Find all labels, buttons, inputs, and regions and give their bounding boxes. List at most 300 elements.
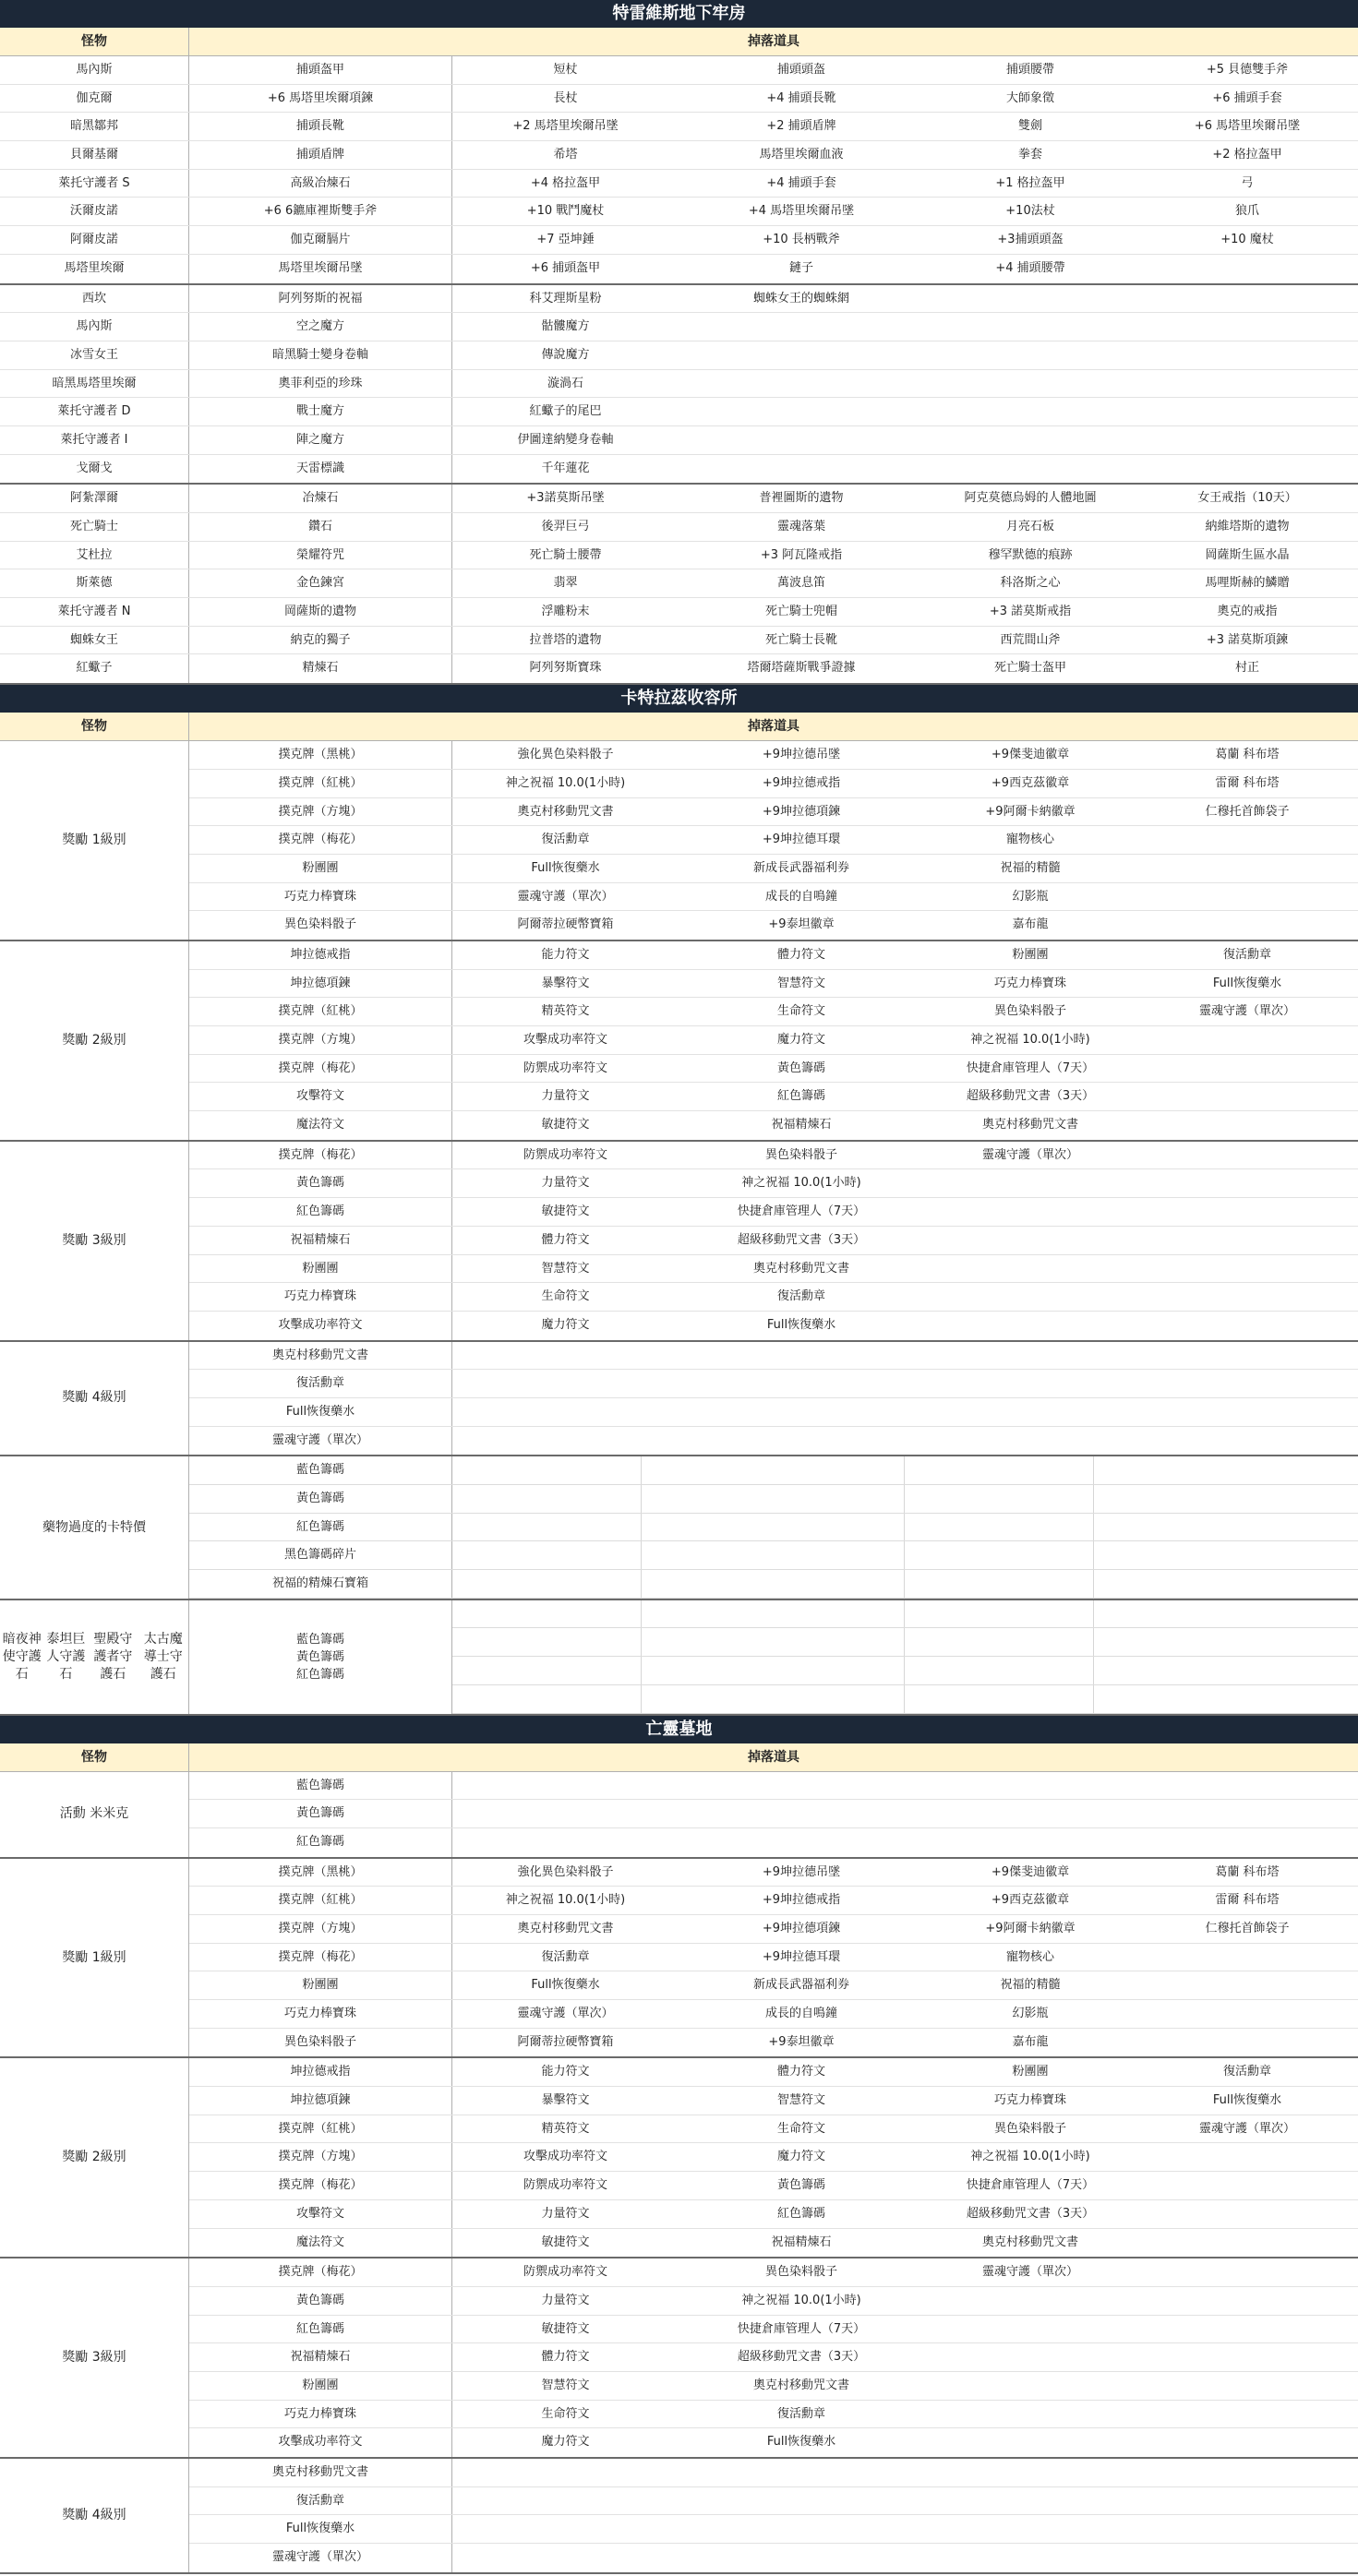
drop-item: 穆罕默德的痕跡 (988, 547, 1073, 562)
drop-item: 神之祝福 10.0(1小時) (970, 1033, 1090, 1047)
monster-name: 紅蠍子 (0, 654, 189, 683)
drop-item: 狼爪 (1234, 204, 1259, 219)
drop-item (924, 1398, 1136, 1426)
item-name: 撲克牌（方塊） (189, 1915, 452, 1943)
drop-item: 異色染料骰子 (993, 2121, 1066, 2136)
monster-name (0, 1600, 189, 1714)
drop-item (1136, 370, 1358, 398)
drop-item (905, 1456, 1094, 1484)
monster-name: 萊托守護者 N (0, 598, 189, 626)
drop-item: 阿爾蒂拉硬幣寶箱 (517, 2034, 614, 2049)
drop-item (1136, 2343, 1358, 2371)
drop-item: +9坤拉德戒指 (762, 775, 841, 790)
table-row (189, 770, 1358, 798)
drop-item (924, 313, 1136, 341)
drop-item: 靈魂守護（單次） (981, 1147, 1078, 1162)
drop-item: 魔力符文 (776, 1033, 825, 1047)
table-row (0, 198, 1358, 226)
item-name: 巧克力棒寶珠 (189, 883, 452, 911)
monster-name: 馬塔里埃爾 (0, 255, 189, 283)
monster-name: 萊托守護者 D (0, 398, 189, 425)
item-name-line: 黃色籌碼 (295, 1649, 344, 1664)
drop-item (924, 1283, 1136, 1311)
table-header (0, 713, 1358, 741)
item-name: 伽克爾膈片 (189, 226, 452, 254)
monster-name-line: 獎勵 4級別 (62, 2507, 126, 2522)
drop-item: 復活勳章 (1222, 2065, 1271, 2079)
drop-item (1136, 2428, 1358, 2457)
item-name: 撲克牌（梅花） (189, 1055, 452, 1083)
drop-item: +4 馬塔里埃爾吊墜 (748, 204, 855, 219)
drop-item: 超級移動咒文書（3天） (966, 1089, 1095, 1104)
item-name: 紅色籌碼 (189, 2316, 452, 2343)
drop-item: +9坤拉德吊墜 (762, 1864, 841, 1879)
drop-item: 阿克莫德烏姆的人體地圖 (964, 491, 1097, 506)
drop-item: 仁穆托首飾袋子 (1205, 804, 1290, 819)
drop-item: 新成長武器福利券 (752, 1978, 849, 1993)
drop-item (1136, 883, 1358, 911)
drop-item (1136, 1142, 1358, 1169)
monster-name-line: 獎勵 1級別 (62, 833, 126, 848)
drop-item (1136, 455, 1358, 484)
drop-item (905, 1600, 1094, 1628)
group-rows (189, 1772, 1358, 1857)
monster-name: 貝爾基爾 (0, 141, 189, 169)
drop-item: 雙劍 (1017, 119, 1042, 134)
table-row (189, 1772, 1358, 1801)
drop-item: 快捷倉庫管理人（7天） (737, 2321, 866, 2336)
drop-item: 傳說魔方 (541, 347, 590, 362)
drop-item: 幻影瓶 (1012, 2007, 1049, 2021)
drop-item: Full恢復藥水 (766, 2435, 836, 2450)
table-row (189, 1887, 1358, 1915)
drop-item: 生命符文 (541, 2406, 590, 2421)
drop-item: 塔爾塔薩斯戰爭證據 (747, 661, 856, 676)
drop-item (1136, 1312, 1358, 1340)
table-row (189, 2428, 1358, 2457)
item-name: 馬塔里埃爾吊墜 (189, 255, 452, 283)
monster-name: 死亡騎士 (0, 513, 189, 541)
monster-name-line: 太古魔導士守護石 (143, 1631, 183, 1682)
table-row (189, 2029, 1358, 2057)
monster-name: 斯萊德 (0, 569, 189, 597)
drop-item: 黃色籌碼 (776, 2178, 825, 2193)
drop-item: 死亡騎士兜帽 (764, 605, 837, 619)
drop-item: 敏捷符文 (541, 1204, 590, 1219)
drop-item (452, 2459, 679, 2486)
table-row (0, 141, 1358, 170)
drop-item (1136, 2200, 1358, 2228)
drop-item: +2 捕頭盾牌 (766, 119, 836, 134)
group-rows (0, 285, 1358, 484)
group-rows (189, 2258, 1358, 2457)
monster-name (0, 741, 189, 940)
monster-name: 馬內斯 (0, 56, 189, 84)
drop-item (924, 2544, 1136, 2572)
item-name: 攻擊成功率符文 (189, 1312, 452, 1340)
monster-group (0, 1600, 1358, 1716)
table-row (189, 2544, 1358, 2572)
drop-item (679, 398, 924, 425)
item-name: 巧克力棒寶珠 (189, 1283, 452, 1311)
drop-item (1094, 1570, 1358, 1598)
monster-name (0, 2459, 189, 2572)
drop-item: 智慧符文 (776, 2093, 825, 2108)
drop-item: 復活勳章 (776, 1289, 825, 1304)
item-name: 奧克村移動咒文書 (189, 2459, 452, 2486)
drop-item: +9阿爾卡納徽章 (985, 1921, 1076, 1935)
drop-item: 蜘蛛女王的蜘蛛網 (752, 291, 849, 306)
item-name (189, 1600, 452, 1714)
drop-item: +3捕頭頭盔 (997, 233, 1064, 247)
drop-item (905, 1657, 1094, 1684)
drop-item (452, 2544, 679, 2572)
drop-item (1094, 1600, 1358, 1628)
drop-item: 拉普塔的遺物 (529, 632, 602, 647)
item-name: 撲克牌（梅花） (189, 826, 452, 854)
drop-item (1136, 341, 1358, 369)
drop-item (1136, 2258, 1358, 2286)
monster-name: 艾杜拉 (0, 542, 189, 569)
item-name: 坤拉德項鍊 (189, 2087, 452, 2115)
item-name: 坤拉德戒指 (189, 941, 452, 969)
drop-item: 紅色籌碼 (776, 1089, 825, 1104)
drop-item: 短杖 (553, 63, 578, 77)
drop-item: 生命符文 (776, 2121, 825, 2136)
table-row (189, 2143, 1358, 2172)
drop-item: +9傑斐迪徽章 (991, 1864, 1070, 1879)
drop-item: 幻影瓶 (1012, 889, 1049, 904)
drop-item (924, 1800, 1136, 1827)
drop-item (452, 1541, 642, 1569)
drop-item: 生命符文 (776, 1004, 825, 1019)
table-row (189, 1026, 1358, 1055)
table-row (189, 1971, 1358, 2000)
table-row (189, 1370, 1358, 1398)
drop-item (679, 2459, 924, 2486)
monster-name (0, 1859, 189, 2057)
table-row (0, 426, 1358, 455)
drop-item (905, 1570, 1094, 1598)
item-name: 撲克牌（黑桃） (189, 1859, 452, 1887)
table-row (0, 627, 1358, 655)
drop-item: 體力符文 (541, 2350, 590, 2365)
drop-item: 雷爾 科布塔 (1215, 1893, 1280, 1908)
drop-item: 千年蓮花 (541, 461, 590, 475)
monster-name (0, 1142, 189, 1340)
drops-column-header: 掉落道具 (748, 719, 799, 735)
drop-item: 大師象徵 (1005, 90, 1054, 105)
drop-item: +2 馬塔里埃爾吊墜 (512, 119, 619, 134)
table-row (0, 513, 1358, 542)
drop-item (1136, 1055, 1358, 1083)
drop-item: 神之祝福 10.0(1小時) (741, 2293, 861, 2307)
table-row (189, 1800, 1358, 1828)
drop-item: 敏捷符文 (541, 2235, 590, 2249)
drop-item (924, 285, 1136, 313)
group-rows (189, 2058, 1358, 2257)
item-name: 粉團團 (189, 1255, 452, 1283)
drop-item: 捕頭腰帶 (1005, 63, 1054, 77)
monster-group (0, 1859, 1358, 2059)
drop-item (452, 2515, 679, 2543)
drop-item: 魔力符文 (541, 1317, 590, 1332)
drop-item: 靈魂守護（單次） (1198, 1004, 1295, 1019)
table-row (452, 1628, 1358, 1657)
monster-name (0, 1342, 189, 1456)
drop-item: +10法杖 (1005, 204, 1055, 219)
item-name: 陣之魔方 (189, 426, 452, 454)
drop-item: 敏捷符文 (541, 1118, 590, 1132)
drop-item (1136, 2544, 1358, 2572)
drop-item (452, 1772, 679, 1800)
drop-item (452, 1600, 642, 1628)
group-rows (189, 941, 1358, 1140)
drop-item (679, 1828, 924, 1857)
monster-name (0, 1772, 189, 1857)
drop-item: 力量符文 (541, 1089, 590, 1104)
drop-item: 魔力符文 (541, 2435, 590, 2450)
drop-item: 漩渦石 (547, 376, 583, 390)
drop-item (924, 426, 1136, 454)
drop-item (1136, 2229, 1358, 2258)
item-name: 撲克牌（紅桃） (189, 1887, 452, 1914)
item-name: 黑色籌碼碎片 (189, 1541, 452, 1569)
drop-item: 巧克力棒寶珠 (993, 2093, 1066, 2108)
drop-item (452, 1370, 679, 1397)
monster-name-line: 泰坦巨人守護石 (46, 1631, 86, 1682)
drop-item: 鏈子 (788, 260, 813, 275)
drop-item: 寵物核心 (1005, 1949, 1054, 1964)
drop-item: +9坤拉德項鍊 (762, 804, 841, 819)
drop-item: 死亡騎士長靴 (764, 632, 837, 647)
drop-item: Full恢復藥水 (531, 1978, 600, 1993)
item-name: 異色染料骰子 (189, 911, 452, 940)
item-name: 藍色籌碼 (189, 1456, 452, 1484)
drop-item (1136, 1800, 1358, 1827)
monster-column-header: 怪物 (0, 713, 189, 740)
drop-item (905, 1485, 1094, 1513)
item-name: 藍色籌碼 (189, 1772, 452, 1800)
drop-item (1136, 1342, 1358, 1370)
drop-item: 力量符文 (541, 1176, 590, 1191)
drop-item: +10 長柄戰斧 (763, 233, 840, 247)
drop-item: 粉團團 (1012, 947, 1049, 962)
drop-item (1136, 1026, 1358, 1054)
item-name: 撲克牌（方塊） (189, 1026, 452, 1054)
drop-item: 奧克的戒指 (1217, 605, 1278, 619)
drop-item: 超級移動咒文書（3天） (737, 1232, 866, 1247)
drop-item: +9坤拉德戒指 (762, 1893, 841, 1908)
drop-item: 復活勳章 (541, 833, 590, 847)
item-name: 撲克牌（紅桃） (189, 2115, 452, 2143)
drop-item: 智慧符文 (541, 2378, 590, 2392)
drop-item (924, 341, 1136, 369)
drop-item (924, 1312, 1136, 1340)
item-name: 撲克牌（黑桃） (189, 741, 452, 769)
drop-item: 神之祝福 10.0(1小時) (505, 1893, 626, 1908)
drop-item (1094, 1514, 1358, 1541)
drop-item: 神之祝福 10.0(1小時) (741, 1176, 861, 1191)
drop-item (1136, 1111, 1358, 1140)
table-row (189, 741, 1358, 770)
drop-item (1136, 2459, 1358, 2486)
monster-name: 馬內斯 (0, 313, 189, 341)
drop-item: +3 阿瓦隆戒指 (760, 547, 843, 562)
drop-item: +9阿爾卡納徽章 (985, 804, 1076, 819)
item-name: 復活勳章 (189, 2487, 452, 2515)
drop-item: Full恢復藥水 (766, 1317, 836, 1332)
drop-item (642, 1570, 905, 1598)
drop-item (452, 1456, 642, 1484)
table-row (0, 341, 1358, 370)
monster-name (0, 941, 189, 1140)
monster-group (0, 1342, 1358, 1457)
drop-item: +10 戰鬥魔杖 (526, 204, 605, 219)
drop-item: 寵物核心 (1005, 833, 1054, 847)
item-name: +6 6鑣庫裡斯雙手斧 (189, 198, 452, 225)
drop-item: 快捷倉庫管理人（7天） (966, 1060, 1095, 1075)
item-name: 撲克牌（梅花） (189, 1944, 452, 1971)
drop-item: 異色染料骰子 (764, 1147, 837, 1162)
drop-item: 捕頭頭盔 (776, 63, 825, 77)
drop-item (1136, 1370, 1358, 1397)
drop-item: +3 諾莫斯項鍊 (1206, 632, 1289, 647)
item-name: 戰士魔方 (189, 398, 452, 425)
drop-item: +9泰坦徽章 (768, 917, 835, 932)
monster-name-line: 獎勵 2級別 (62, 1032, 126, 1048)
drop-item (679, 370, 924, 398)
drop-item: 力量符文 (541, 2293, 590, 2307)
table-row (189, 2287, 1358, 2316)
item-name: 坤拉德項鍊 (189, 970, 452, 998)
drop-item (1136, 1398, 1358, 1426)
table-row (189, 2343, 1358, 2372)
drop-item (924, 1198, 1136, 1226)
drop-item (924, 2428, 1136, 2457)
item-name: 撲克牌（方塊） (189, 2143, 452, 2171)
drop-item (679, 1398, 924, 1426)
drop-item: 萬波息笛 (776, 576, 825, 591)
drop-item: +9傑斐迪徽章 (991, 748, 1070, 762)
drop-item (679, 1342, 924, 1370)
table-row (189, 2058, 1358, 2087)
monster-group (0, 285, 1358, 485)
drop-item: +6 馬塔里埃爾吊墜 (1194, 119, 1301, 134)
item-name: 撲克牌（梅花） (189, 1142, 452, 1169)
monster-name-line: 暗夜神使守護石 (2, 1631, 42, 1682)
drop-item: 魔力符文 (776, 2150, 825, 2164)
drop-item (924, 455, 1136, 484)
drop-item: +9泰坦徽章 (768, 2034, 835, 2049)
monster-group (0, 2459, 1358, 2574)
drop-item: 長杖 (553, 90, 578, 105)
drop-item: 防禦成功率符文 (523, 1060, 607, 1075)
drop-item (452, 1800, 679, 1827)
drop-item: +3諾莫斯吊墜 (526, 491, 605, 506)
drop-item: +7 亞坤錘 (536, 233, 595, 247)
drop-item: 死亡騎士腰帶 (529, 547, 602, 562)
drop-item: +9坤拉德耳環 (762, 1949, 841, 1964)
table-row (189, 1255, 1358, 1284)
drop-item (924, 2287, 1136, 2315)
monster-name-line: 活動 米米克 (59, 1806, 129, 1822)
drop-item (679, 313, 924, 341)
table-row (0, 255, 1358, 283)
table-row (189, 826, 1358, 855)
drop-item: +4 捕頭手套 (766, 175, 836, 190)
drop-item: Full恢復藥水 (1212, 2093, 1282, 2108)
table-row (0, 455, 1358, 484)
item-name: 天雷標識 (189, 455, 452, 484)
drop-item: 奧克村移動咒文書 (517, 804, 614, 819)
table-row (189, 2258, 1358, 2287)
drop-item (642, 1685, 905, 1713)
table-row (189, 1342, 1358, 1371)
monster-group (0, 1456, 1358, 1600)
table-row (189, 2229, 1358, 2258)
item-name: 納克的獨子 (189, 627, 452, 654)
drop-item: 嘉布龍 (1012, 2034, 1049, 2049)
table-row (189, 798, 1358, 827)
drop-item (1136, 2287, 1358, 2315)
drop-item: 神之祝福 10.0(1小時) (505, 775, 626, 790)
table-row (189, 2172, 1358, 2200)
drop-item (924, 1342, 1136, 1370)
table-row (189, 1398, 1358, 1427)
drop-item (679, 2515, 924, 2543)
item-name: 粉團團 (189, 1971, 452, 1999)
table-row (189, 883, 1358, 912)
drop-item (924, 2459, 1136, 2486)
item-name: +6 馬塔里埃爾項鍊 (189, 85, 452, 113)
drop-item: 祝福精煉石 (771, 2235, 832, 2249)
drop-item: 能力符文 (541, 947, 590, 962)
item-name: 榮耀符咒 (189, 542, 452, 569)
drop-item (1094, 1485, 1358, 1513)
group-rows (189, 1859, 1358, 2057)
drop-item (1094, 1628, 1358, 1656)
drop-item: 復活勳章 (1222, 947, 1271, 962)
drop-item (1136, 398, 1358, 425)
monster-name (0, 2058, 189, 2257)
group-rows (0, 485, 1358, 683)
monster-group (0, 485, 1358, 685)
drop-item: 伊圖達納變身卷軸 (517, 432, 614, 447)
item-name: 紅色籌碼 (189, 1514, 452, 1541)
drop-item: 智慧符文 (776, 976, 825, 990)
table-row (452, 1657, 1358, 1685)
item-name: 撲克牌（梅花） (189, 2258, 452, 2286)
drop-item: +9坤拉德吊墜 (762, 748, 841, 762)
table-row (189, 2115, 1358, 2144)
drop-item (679, 2544, 924, 2572)
drop-item (679, 455, 924, 484)
monster-name: 阿爾皮諾 (0, 226, 189, 254)
drop-item: 奧克村移動咒文書 (981, 1118, 1078, 1132)
drop-item (679, 341, 924, 369)
monster-name (0, 2258, 189, 2457)
drop-item: 奧克村移動咒文書 (517, 1921, 614, 1935)
drop-item (1136, 426, 1358, 454)
drop-item: Full恢復藥水 (531, 860, 600, 875)
group-rows (189, 1142, 1358, 1340)
drop-item: 馬塔里埃爾血液 (759, 148, 844, 162)
table-row (0, 485, 1358, 513)
drop-item (1136, 1227, 1358, 1254)
drop-item: 死亡騎士盔甲 (993, 661, 1066, 676)
drop-item (924, 370, 1136, 398)
